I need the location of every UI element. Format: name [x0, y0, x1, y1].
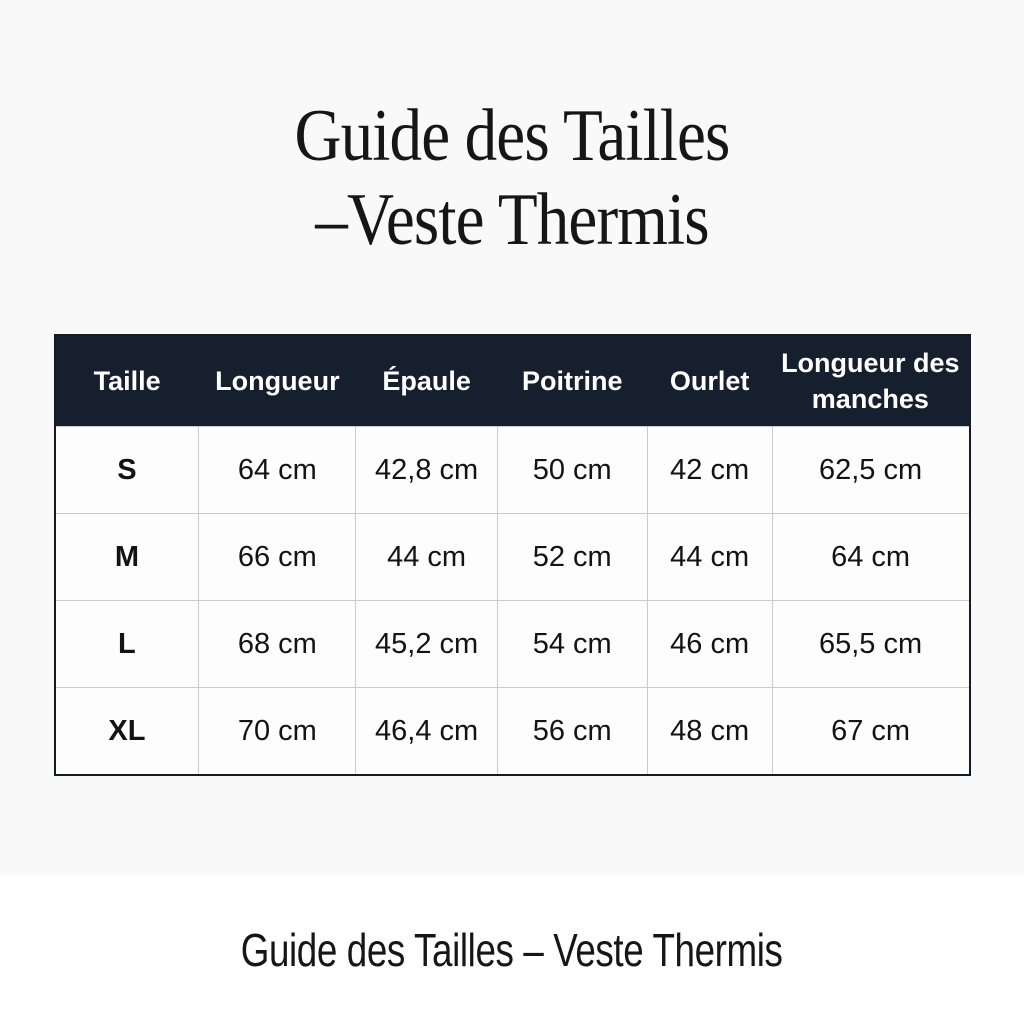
table-row-l	[56, 601, 969, 688]
page-title	[61, 94, 962, 262]
cell-l-ourlet: 46 cm	[647, 601, 772, 688]
cell-xl-poitrine: 56 cm	[497, 688, 647, 775]
cell-m-longueur: 66 cm	[199, 514, 356, 601]
cell-xl-longueur-manches: 67 cm	[772, 688, 968, 775]
cell-l-poitrine: 54 cm	[497, 601, 647, 688]
column-header-taille: Taille	[56, 336, 199, 427]
caption-text: Guide des Tailles – Veste Thermis	[241, 923, 783, 976]
column-header-longueur: Longueur	[199, 336, 356, 427]
size-table-frame	[54, 334, 971, 776]
cell-l-epaule: 45,2 cm	[356, 601, 498, 688]
caption-section	[0, 875, 1024, 1024]
cell-m-poitrine: 52 cm	[497, 514, 647, 601]
cell-m-ourlet: 44 cm	[647, 514, 772, 601]
page-title-line-2: –Veste Thermis	[315, 179, 709, 261]
column-header-epaule: Épaule	[356, 336, 498, 427]
cell-s-poitrine: 50 cm	[497, 427, 647, 514]
cell-l-taille: L	[56, 601, 199, 688]
cell-s-longueur: 64 cm	[199, 427, 356, 514]
cell-s-taille: S	[56, 427, 199, 514]
cell-xl-ourlet: 48 cm	[647, 688, 772, 775]
cell-xl-epaule: 46,4 cm	[356, 688, 498, 775]
column-header-ourlet: Ourlet	[647, 336, 772, 427]
table-row-s	[56, 427, 969, 514]
size-table	[56, 336, 969, 774]
cell-s-longueur-manches: 62,5 cm	[772, 427, 968, 514]
table-row-xl	[56, 688, 969, 775]
column-header-poitrine: Poitrine	[497, 336, 647, 427]
cell-s-epaule: 42,8 cm	[356, 427, 498, 514]
table-row-m	[56, 514, 969, 601]
page-title-line-1: Guide des Tailles	[294, 95, 730, 177]
cell-l-longueur: 68 cm	[199, 601, 356, 688]
cell-s-ourlet: 42 cm	[647, 427, 772, 514]
cell-xl-longueur: 70 cm	[199, 688, 356, 775]
cell-m-epaule: 44 cm	[356, 514, 498, 601]
cell-l-longueur-manches: 65,5 cm	[772, 601, 968, 688]
column-header-longueur-des-manches: Longueur des manches	[772, 336, 968, 427]
cell-xl-taille: XL	[56, 688, 199, 775]
cell-m-taille: M	[56, 514, 199, 601]
table-header-row	[56, 336, 969, 427]
cell-m-longueur-manches: 64 cm	[772, 514, 968, 601]
